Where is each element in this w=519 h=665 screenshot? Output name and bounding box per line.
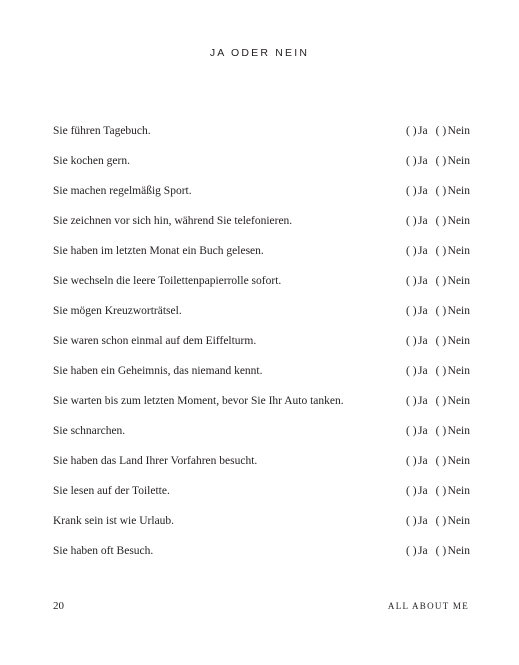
option-label-nein: Nein (447, 275, 470, 288)
question-text: Sie waren schon einmal auf dem Eiffelturm. (53, 335, 257, 348)
option-label-ja: Ja (418, 155, 428, 168)
question-row (53, 357, 470, 387)
option-nein[interactable] (436, 276, 470, 288)
question-text: Sie wechseln die leere Toilettenpapierrolle sofort. (53, 275, 282, 288)
checkbox[interactable]: ( ) (435, 485, 447, 498)
checkbox[interactable]: ( ) (406, 215, 417, 228)
option-ja[interactable] (406, 306, 428, 318)
question-row (53, 447, 470, 477)
option-label-nein: Nein (447, 155, 470, 168)
question-row (53, 207, 470, 237)
checkbox[interactable]: ( ) (435, 365, 447, 378)
option-label-nein: Nein (447, 185, 470, 198)
checkbox[interactable]: ( ) (406, 155, 417, 168)
option-ja[interactable] (406, 246, 428, 258)
page-number: 20 (53, 600, 64, 612)
question-text: Sie haben ein Geheimnis, das niemand kennt. (53, 365, 263, 378)
question-row (53, 117, 470, 147)
question-list (53, 117, 470, 567)
option-label-ja: Ja (418, 305, 428, 318)
option-ja[interactable] (406, 486, 428, 498)
option-label-ja: Ja (418, 245, 428, 258)
answer-options (406, 216, 470, 228)
question-row (53, 327, 470, 357)
answer-options (406, 366, 470, 378)
checkbox[interactable]: ( ) (406, 545, 417, 558)
question-row (53, 387, 470, 417)
checkbox[interactable]: ( ) (406, 395, 417, 408)
question-row (53, 537, 470, 567)
option-ja[interactable] (406, 156, 428, 168)
option-label-ja: Ja (418, 335, 428, 348)
page-title: JA ODER NEIN (209, 47, 310, 59)
question-text: Sie haben das Land Ihrer Vorfahren besucht. (53, 455, 258, 468)
answer-options (406, 486, 470, 498)
answer-options (406, 516, 470, 528)
option-ja[interactable] (406, 516, 428, 528)
checkbox[interactable]: ( ) (435, 395, 447, 408)
option-label-nein: Nein (447, 515, 470, 528)
option-label-ja: Ja (418, 515, 428, 528)
question-row (53, 237, 470, 267)
answer-options (406, 426, 470, 438)
answer-options (406, 336, 470, 348)
option-nein[interactable] (436, 336, 470, 348)
checkbox[interactable]: ( ) (435, 545, 447, 558)
option-nein[interactable] (436, 426, 470, 438)
option-ja[interactable] (406, 336, 428, 348)
checkbox[interactable]: ( ) (435, 305, 447, 318)
checkbox[interactable]: ( ) (435, 425, 447, 438)
answer-options (406, 396, 470, 408)
checkbox[interactable]: ( ) (435, 215, 447, 228)
checkbox[interactable]: ( ) (406, 515, 417, 528)
question-text: Sie zeichnen vor sich hin, während Sie telefonieren. (53, 215, 293, 228)
question-row (53, 177, 470, 207)
option-nein[interactable] (436, 486, 470, 498)
question-row (53, 507, 470, 537)
question-text: Sie schnarchen. (53, 425, 126, 438)
option-label-ja: Ja (418, 545, 428, 558)
option-ja[interactable] (406, 216, 428, 228)
option-nein[interactable] (436, 156, 470, 168)
question-text: Sie warten bis zum letzten Moment, bevor Sie Ihr Auto tanken. (53, 395, 344, 408)
option-ja[interactable] (406, 366, 428, 378)
question-row (53, 267, 470, 297)
checkbox[interactable]: ( ) (435, 455, 447, 468)
option-label-ja: Ja (418, 365, 428, 378)
option-label-nein: Nein (447, 305, 470, 318)
answer-options (406, 246, 470, 258)
option-label-ja: Ja (418, 395, 428, 408)
checkbox[interactable]: ( ) (406, 185, 417, 198)
checkbox[interactable]: ( ) (406, 485, 417, 498)
option-ja[interactable] (406, 126, 428, 138)
option-label-nein: Nein (447, 335, 470, 348)
option-nein[interactable] (436, 186, 470, 198)
checkbox[interactable]: ( ) (406, 455, 417, 468)
option-ja[interactable] (406, 186, 428, 198)
question-text: Sie führen Tagebuch. (53, 125, 151, 138)
answer-options (406, 276, 470, 288)
checkbox[interactable]: ( ) (435, 335, 447, 348)
answer-options (406, 456, 470, 468)
checkbox[interactable]: ( ) (435, 245, 447, 258)
option-label-nein: Nein (447, 545, 470, 558)
checkbox[interactable]: ( ) (406, 305, 417, 318)
answer-options (406, 306, 470, 318)
question-row (53, 297, 470, 327)
option-ja[interactable] (406, 456, 428, 468)
option-label-nein: Nein (447, 125, 470, 138)
option-label-ja: Ja (418, 185, 428, 198)
question-text: Sie kochen gern. (53, 155, 130, 168)
option-ja[interactable] (406, 396, 428, 408)
option-label-nein: Nein (447, 395, 470, 408)
option-label-ja: Ja (418, 125, 428, 138)
option-label-ja: Ja (418, 455, 428, 468)
option-nein[interactable] (436, 516, 470, 528)
question-text: Sie mögen Kreuzworträtsel. (53, 305, 182, 318)
option-label-nein: Nein (447, 245, 470, 258)
option-nein[interactable] (436, 366, 470, 378)
option-nein[interactable] (436, 306, 470, 318)
checkbox[interactable]: ( ) (406, 245, 417, 258)
option-label-ja: Ja (418, 425, 428, 438)
option-label-nein: Nein (447, 215, 470, 228)
option-ja[interactable] (406, 546, 428, 558)
answer-options (406, 546, 470, 558)
option-label-nein: Nein (447, 365, 470, 378)
question-text: Sie haben im letzten Monat ein Buch gelesen. (53, 245, 264, 258)
option-ja[interactable] (406, 276, 428, 288)
option-nein[interactable] (436, 546, 470, 558)
running-title: ALL ABOUT ME (387, 601, 469, 611)
option-nein[interactable] (436, 456, 470, 468)
option-label-nein: Nein (447, 485, 470, 498)
option-nein[interactable] (436, 216, 470, 228)
checkbox[interactable]: ( ) (435, 125, 447, 138)
checkbox[interactable]: ( ) (406, 125, 417, 138)
option-label-ja: Ja (418, 275, 428, 288)
checkbox[interactable]: ( ) (406, 425, 417, 438)
question-text: Sie lesen auf der Toilette. (53, 485, 170, 498)
checkbox[interactable]: ( ) (406, 275, 417, 288)
answer-options (406, 186, 470, 198)
answer-options (406, 156, 470, 168)
option-label-ja: Ja (418, 215, 428, 228)
option-label-nein: Nein (447, 455, 470, 468)
checkbox[interactable]: ( ) (435, 155, 447, 168)
question-text: Sie machen regelmäßig Sport. (53, 185, 192, 198)
option-nein[interactable] (436, 126, 470, 138)
checkbox[interactable]: ( ) (435, 185, 447, 198)
question-text: Krank sein ist wie Urlaub. (53, 515, 175, 528)
question-row (53, 147, 470, 177)
option-ja[interactable] (406, 426, 428, 438)
option-label-nein: Nein (447, 425, 470, 438)
question-row (53, 417, 470, 447)
question-row (53, 477, 470, 507)
checkbox[interactable]: ( ) (435, 275, 447, 288)
question-text: Sie haben oft Besuch. (53, 545, 154, 558)
checkbox[interactable]: ( ) (406, 365, 417, 378)
option-nein[interactable] (436, 396, 470, 408)
answer-options (406, 126, 470, 138)
checkbox[interactable]: ( ) (435, 515, 447, 528)
option-nein[interactable] (436, 246, 470, 258)
option-label-ja: Ja (418, 485, 428, 498)
checkbox[interactable]: ( ) (406, 335, 417, 348)
